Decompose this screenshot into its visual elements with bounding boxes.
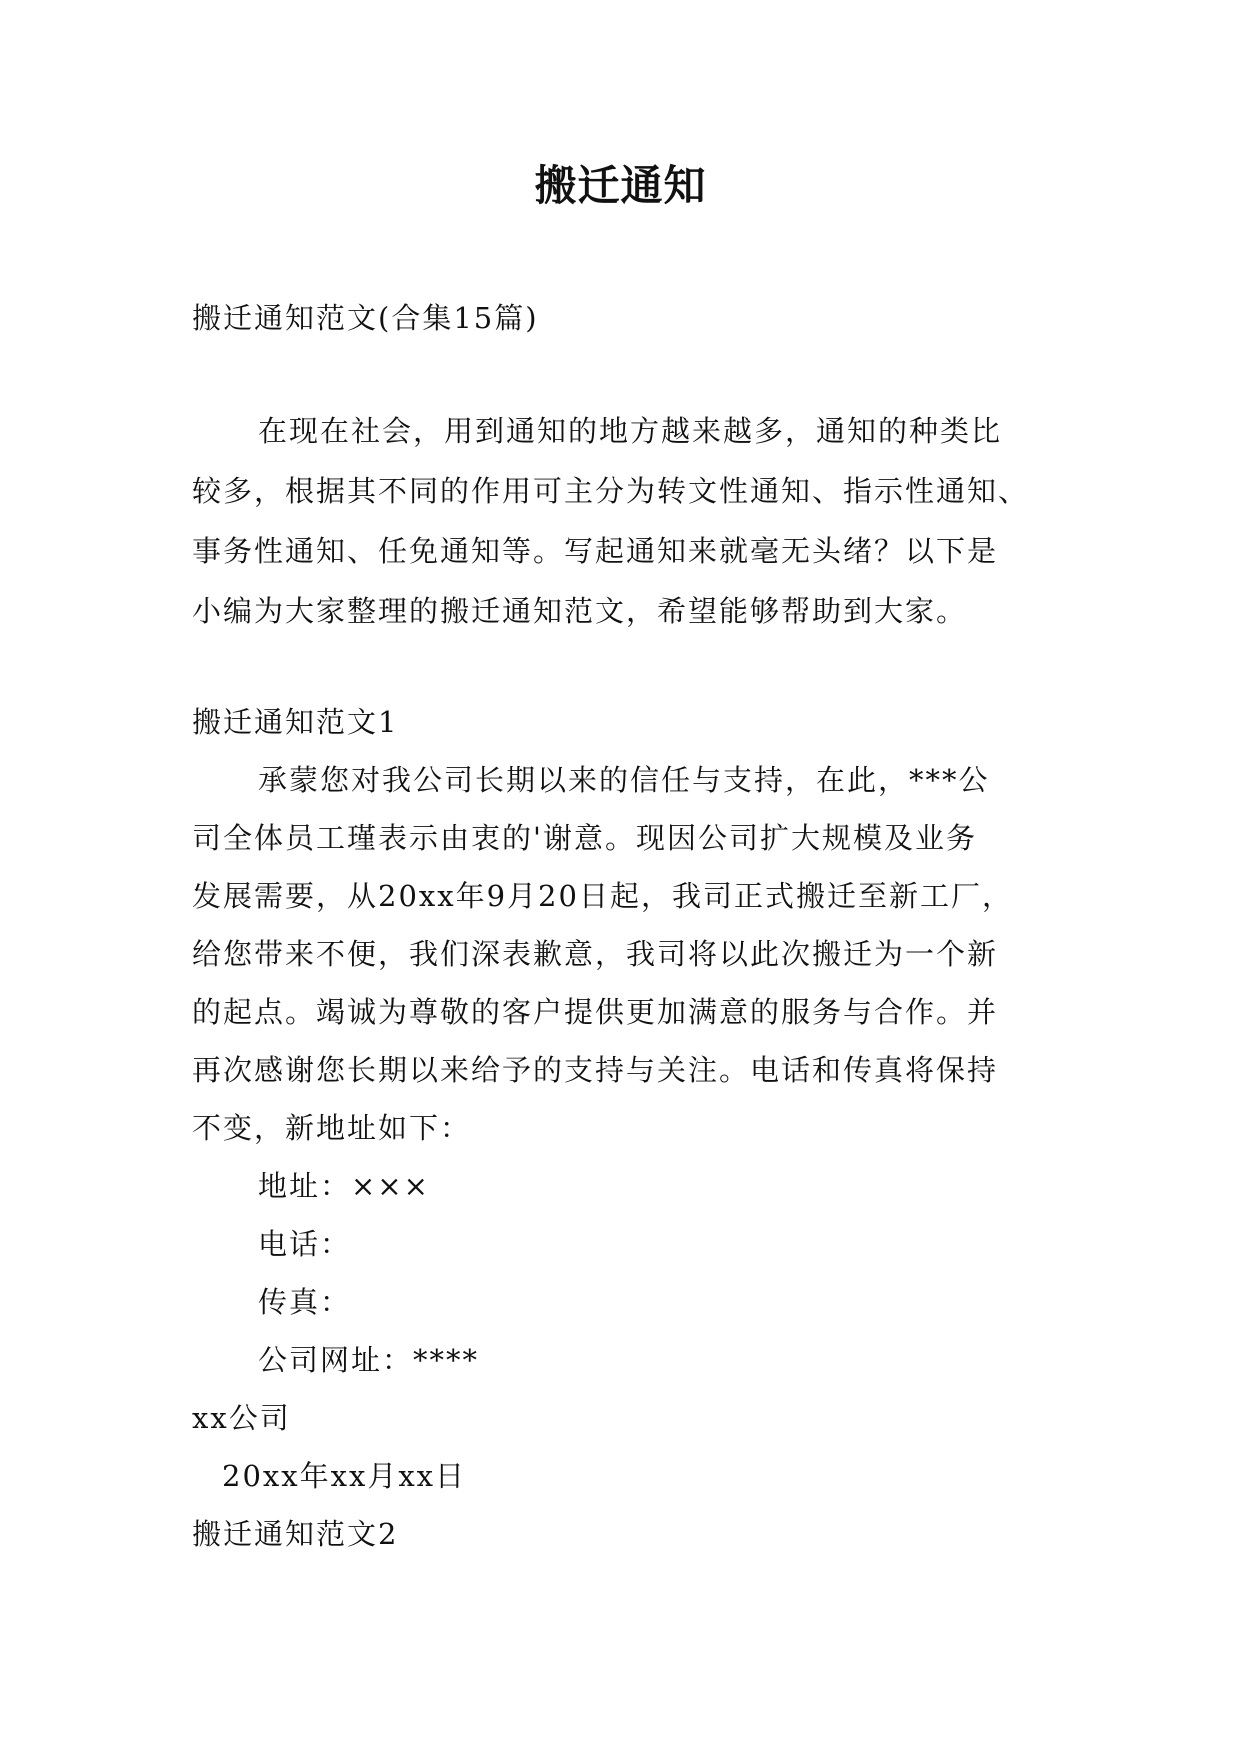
- body-line: 的起点。竭诚为尊敬的客户提供更加满意的服务与合作。并: [192, 995, 999, 1029]
- body-line: 给您带来不便，我们深表歉意，我司将以此次搬迁为一个新: [192, 937, 999, 971]
- body-line: 承蒙您对我公司长期以来的信任与支持，在此，***公: [258, 763, 990, 797]
- intro-line: 小编为大家整理的搬迁通知范文，希望能够帮助到大家。: [192, 594, 968, 628]
- website-line: 公司网址：****: [258, 1343, 480, 1377]
- phone-line: 电话：: [258, 1227, 352, 1261]
- signature-company: xx公司: [192, 1401, 291, 1435]
- subtitle: 搬迁通知范文(合集15篇): [192, 301, 539, 335]
- section-heading-2: 搬迁通知范文2: [192, 1517, 399, 1551]
- body-line: 再次感谢您长期以来给予的支持与关注。电话和传真将保持: [192, 1053, 999, 1087]
- intro-line: 在现在社会，用到通知的地方越来越多，通知的种类比: [258, 414, 1003, 448]
- fax-line: 传真：: [258, 1285, 352, 1319]
- body-line: 发展需要，从20xx年9月20日起，我司正式搬迁至新工厂，: [192, 879, 1013, 913]
- body-line: 不变，新地址如下：: [192, 1111, 472, 1145]
- intro-line: 事务性通知、任免通知等。写起通知来就毫无头绪？以下是: [192, 534, 999, 568]
- intro-line: 较多，根据其不同的作用可主分为转文性通知、指示性通知、: [192, 474, 1030, 508]
- address-line: 地址：×××: [258, 1169, 430, 1203]
- section-heading-1: 搬迁通知范文1: [192, 705, 399, 739]
- signature-date: 20xx年xx月xx日: [222, 1459, 467, 1493]
- body-line: 司全体员工瑾表示由衷的'谢意。现因公司扩大规模及业务: [192, 821, 977, 855]
- document-title: 搬迁通知: [534, 161, 707, 210]
